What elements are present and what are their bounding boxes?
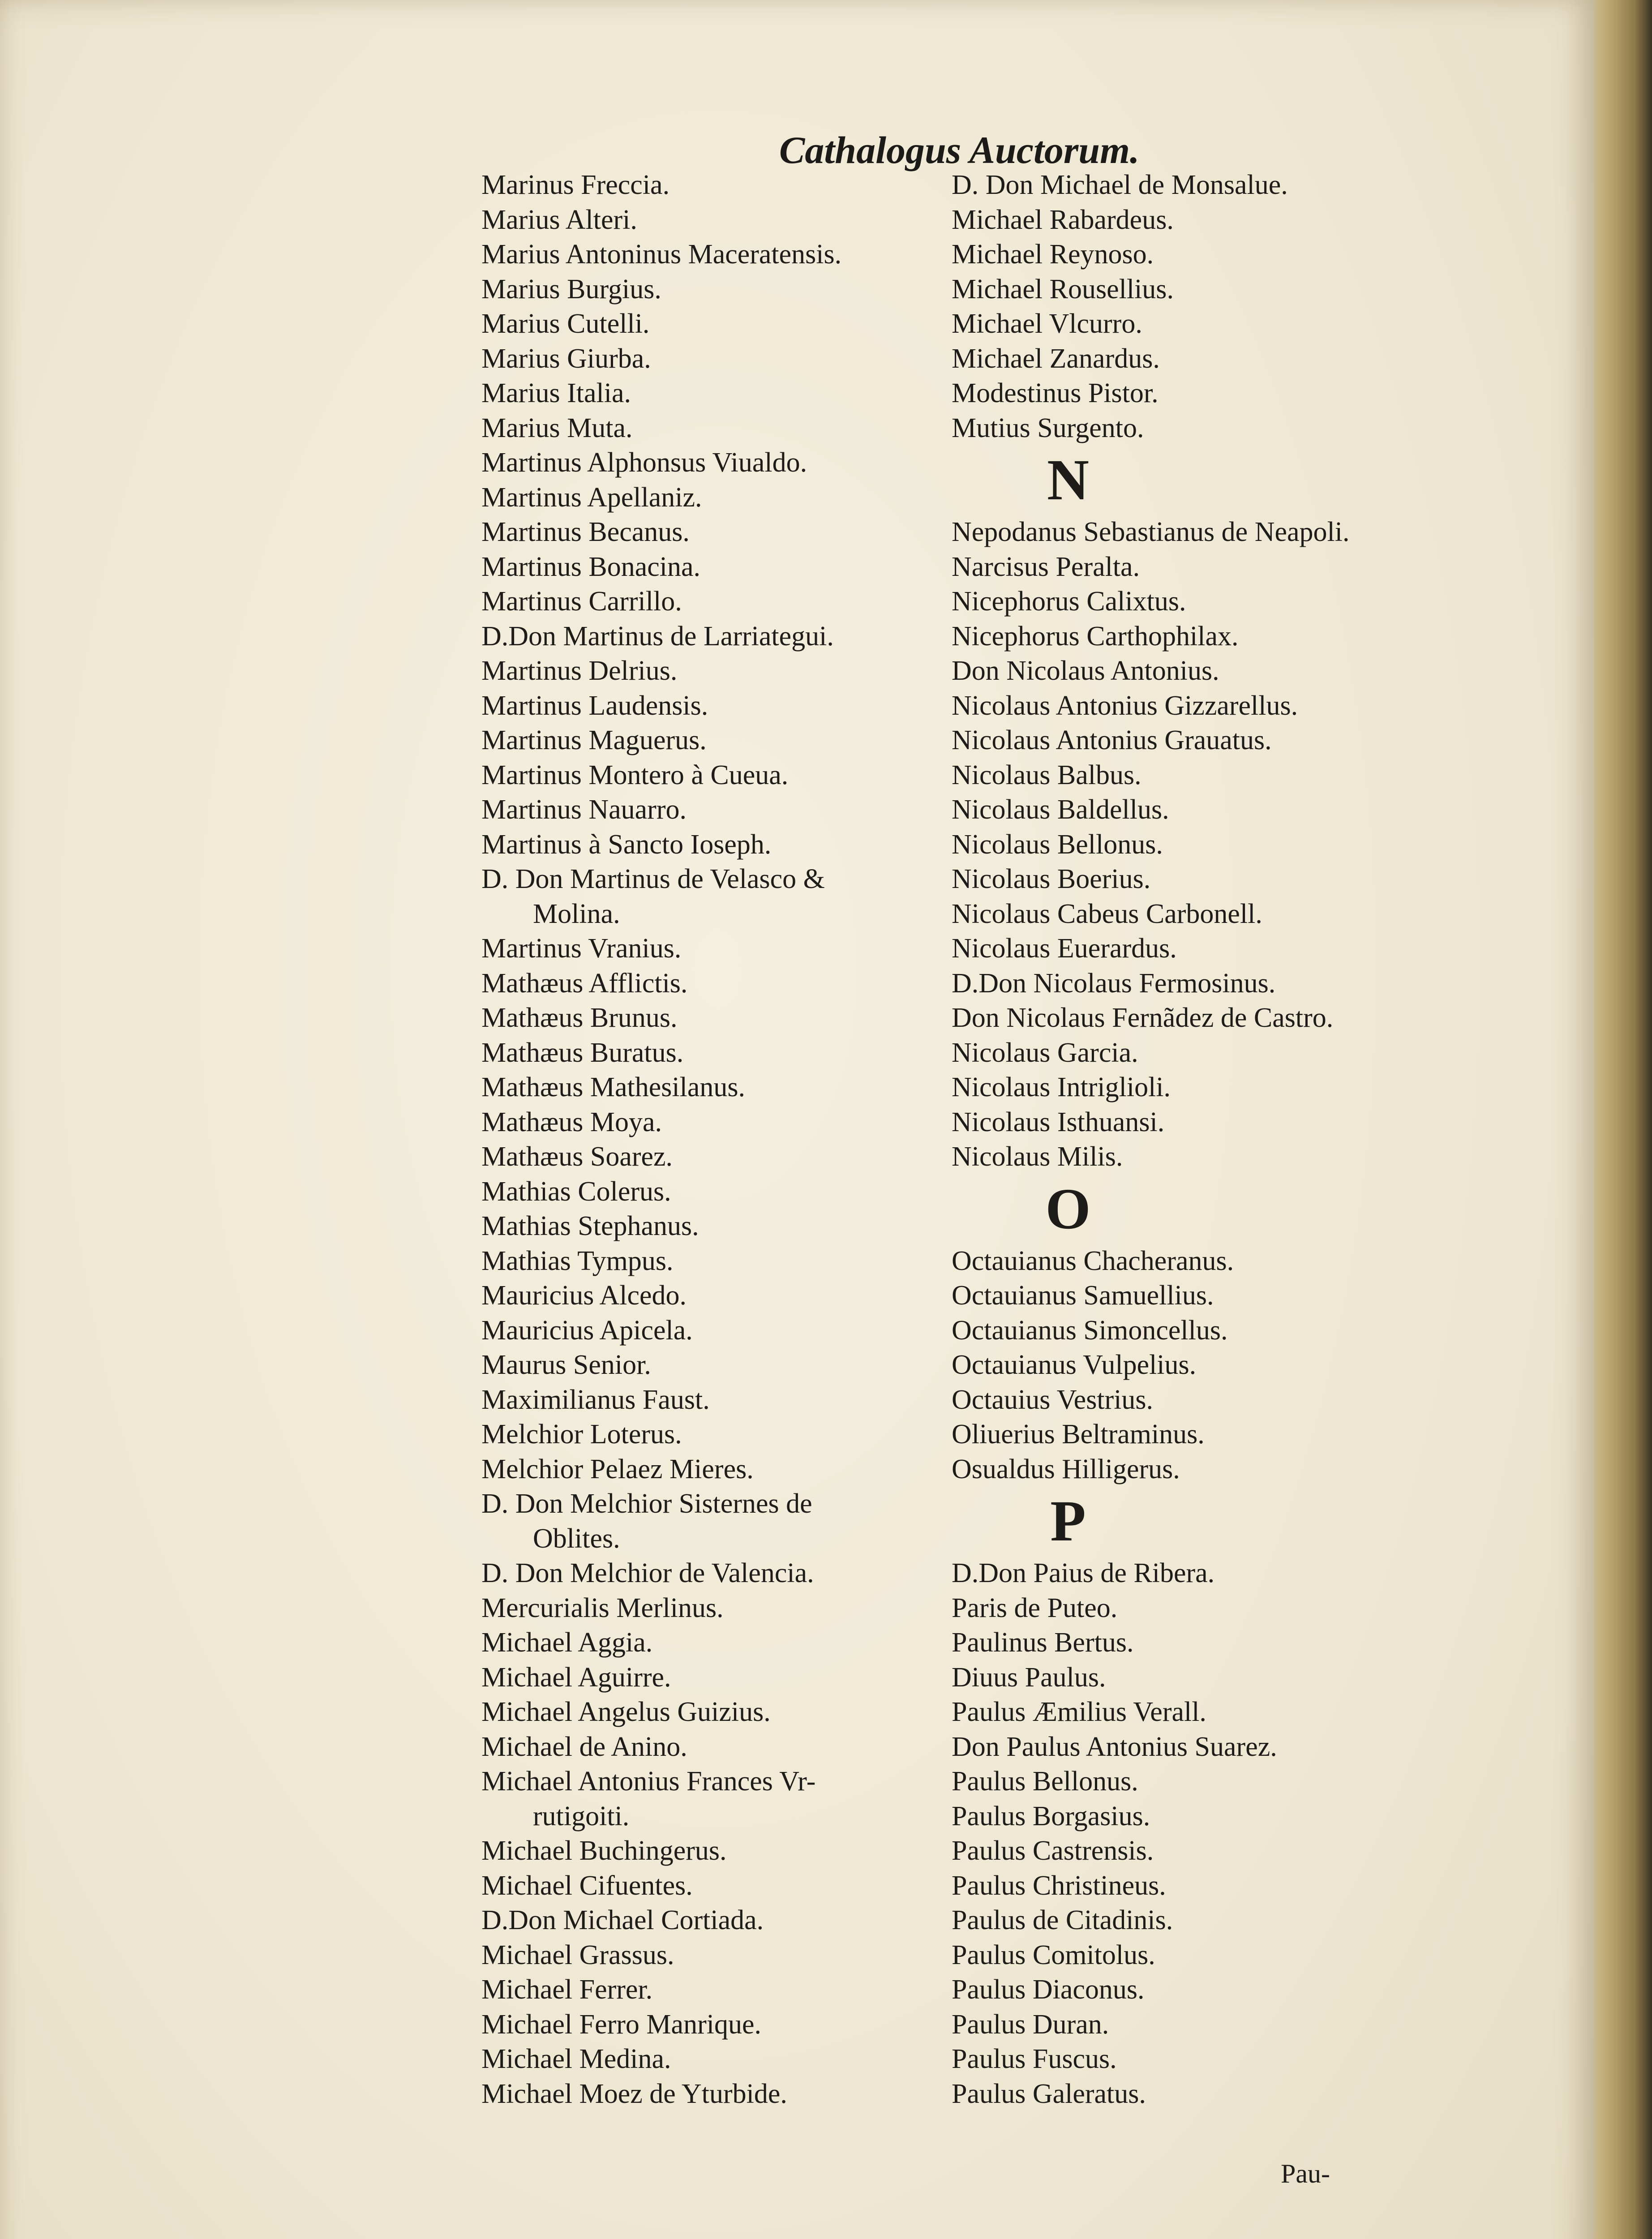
author-entry: Mercurialis Merlinus. — [481, 1592, 724, 1623]
author-entry: Nicephorus Carthophilax. — [952, 621, 1239, 652]
author-entry: Nicolaus Bellonus. — [952, 829, 1163, 860]
author-entry: Octauius Vestrius. — [952, 1384, 1154, 1415]
author-entry: Mauricius Apicela. — [481, 1315, 693, 1346]
author-entry: Maurus Senior. — [481, 1350, 651, 1380]
author-entry: Mathias Colerus. — [481, 1176, 671, 1207]
author-entry: Paulus Diaconus. — [952, 1974, 1145, 2005]
author-entry: Marius Muta. — [481, 412, 633, 443]
author-entry: Michael Angelus Guizius. — [481, 1697, 771, 1727]
author-entry: Octauianus Chacheranus. — [952, 1245, 1234, 1276]
author-entry: Michael Rousellius. — [952, 274, 1174, 305]
author-entry: Paulus de Citadinis. — [952, 1905, 1173, 1935]
author-entry: Nepodanus Sebastianus de Neapoli. — [952, 517, 1350, 547]
author-entry: Mathæus Brunus. — [481, 1003, 678, 1033]
author-entry: Nicolaus Euerardus. — [952, 933, 1177, 964]
author-entry: Martinus Apellaniz. — [481, 482, 702, 513]
author-entry: Paulus Duran. — [952, 2009, 1109, 2040]
author-entry: Michael Buchingerus. — [481, 1836, 727, 1866]
author-entry: Michael Aggia. — [481, 1627, 653, 1658]
author-entry: Martinus Laudensis. — [481, 690, 708, 721]
author-entry: Octauianus Simoncellus. — [952, 1315, 1228, 1346]
author-entry: Paulus Castrensis. — [952, 1836, 1154, 1866]
author-entry: Michael Grassus. — [481, 1939, 674, 1970]
author-entry: Mathias Tympus. — [481, 1245, 674, 1276]
author-entry: Mutius Surgento. — [952, 412, 1144, 443]
author-entry: Marius Giurba. — [481, 343, 651, 374]
author-entry: Paulus Æmilius Verall. — [952, 1697, 1206, 1727]
author-entry: Michael Reynoso. — [952, 239, 1154, 270]
author-entry: Don Nicolaus Antonius. — [952, 656, 1219, 686]
author-entry: Martinus Becanus. — [481, 517, 690, 547]
section-letter-o: O — [1045, 1176, 1091, 1241]
author-entry: Narcisus Peralta. — [952, 551, 1140, 582]
author-entry: Mathæus Mathesilanus. — [481, 1072, 745, 1102]
author-entry: Oblites. — [533, 1523, 620, 1554]
author-entry: Michael Zanardus. — [952, 343, 1160, 374]
author-entry: Martinus Bonacina. — [481, 551, 701, 582]
author-entry: Michael Ferrer. — [481, 1974, 653, 2005]
author-entry: Michael Rabardeus. — [952, 204, 1174, 235]
author-entry: D. Don Melchior de Valencia. — [481, 1558, 814, 1588]
author-entry: Don Nicolaus Fernãdez de Castro. — [952, 1003, 1334, 1033]
author-entry: D.Don Paius de Ribera. — [952, 1558, 1215, 1588]
author-entry: Michael Moez de Yturbide. — [481, 2078, 787, 2109]
author-entry: D. Don Martinus de Velasco & — [481, 864, 825, 894]
author-entry: Octauianus Samuellius. — [952, 1280, 1214, 1311]
author-entry: Nicolaus Antonius Gizzarellus. — [952, 690, 1298, 721]
author-entry: D.Don Nicolaus Fermosinus. — [952, 968, 1276, 999]
author-entry: Martinus Maguerus. — [481, 725, 707, 755]
author-entry: rutigoiti. — [533, 1801, 630, 1832]
author-entry: Nicolaus Isthuansi. — [952, 1107, 1165, 1137]
running-head: Cathalogus Auctorum. — [779, 129, 1140, 172]
author-entry: Don Paulus Antonius Suarez. — [952, 1731, 1277, 1762]
author-entry: Nicolaus Boerius. — [952, 864, 1151, 894]
author-entry: Mathæus Afflictis. — [481, 968, 688, 999]
author-entry: Octauianus Vulpelius. — [952, 1350, 1197, 1380]
author-entry: Paulinus Bertus. — [952, 1627, 1134, 1658]
author-entry: Martinus Carrillo. — [481, 586, 682, 617]
entries-p — [952, 1556, 1399, 2111]
entries-n — [952, 515, 1399, 1175]
author-entry: Martinus Vranius. — [481, 933, 682, 964]
section-letter-p: P — [1050, 1489, 1086, 1553]
author-entry: Marius Cutelli. — [481, 309, 650, 339]
author-entry: Martinus Delrius. — [481, 656, 678, 686]
author-entry: Mathæus Soarez. — [481, 1141, 673, 1172]
author-entry: D.Don Martinus de Larriategui. — [481, 621, 834, 652]
author-entry: Mathias Stephanus. — [481, 1211, 699, 1241]
author-entry: Osualdus Hilligerus. — [952, 1454, 1180, 1484]
author-entry: Melchior Loterus. — [481, 1419, 682, 1450]
author-entry: Mauricius Alcedo. — [481, 1280, 687, 1311]
author-entry: Nicolaus Balbus. — [952, 759, 1141, 790]
author-entry: Nicolaus Intriglioli. — [952, 1072, 1171, 1102]
author-entry: Paulus Bellonus. — [952, 1766, 1138, 1797]
author-entry: Marius Burgius. — [481, 274, 661, 305]
left-column — [481, 168, 911, 2111]
author-entry: Modestinus Pistor. — [952, 378, 1159, 408]
author-entry: Michael Medina. — [481, 2044, 671, 2074]
author-entry: Nicephorus Calixtus. — [952, 586, 1186, 617]
author-entry: Paulus Christineus. — [952, 1870, 1166, 1901]
author-entry: D.Don Michael Cortiada. — [481, 1905, 764, 1935]
author-entry: Martinus Nauarro. — [481, 794, 687, 825]
author-entry: Oliuerius Beltraminus. — [952, 1419, 1205, 1450]
author-entry: Michael Cifuentes. — [481, 1870, 693, 1901]
catchword: Pau- — [1281, 2159, 1330, 2188]
author-entry: Paris de Puteo. — [952, 1592, 1118, 1623]
author-entry: Michael Aguirre. — [481, 1662, 671, 1693]
author-entry: Nicolaus Antonius Grauatus. — [952, 725, 1272, 755]
author-entry: Martinus Alphonsus Viualdo. — [481, 447, 807, 478]
author-entry: Michael Ferro Manrique. — [481, 2009, 761, 2040]
author-entry: Paulus Comitolus. — [952, 1939, 1155, 1970]
author-entry: D. Don Melchior Sisternes de — [481, 1488, 812, 1519]
book-page-edge — [1594, 0, 1652, 2239]
author-entry: Martinus à Sancto Ioseph. — [481, 829, 772, 860]
author-entry: Mathæus Buratus. — [481, 1037, 684, 1068]
author-entry: Paulus Fuscus. — [952, 2044, 1117, 2074]
author-entry: Michael Antonius Frances Vr- — [481, 1766, 816, 1797]
author-entry: Marius Alteri. — [481, 204, 637, 235]
author-entry: Michael Vlcurro. — [952, 309, 1142, 339]
author-entry: Diuus Paulus. — [952, 1662, 1106, 1693]
author-entry: Nicolaus Milis. — [952, 1141, 1123, 1172]
author-entry: Melchior Pelaez Mieres. — [481, 1454, 754, 1484]
author-entry: Martinus Montero à Cueua. — [481, 759, 789, 790]
author-entry: Maximilianus Faust. — [481, 1384, 710, 1415]
author-entry: Paulus Galeratus. — [952, 2078, 1146, 2109]
author-entry: Molina. — [533, 898, 620, 929]
author-entry: Mathæus Moya. — [481, 1107, 662, 1137]
author-entry: Nicolaus Cabeus Carbonell. — [952, 898, 1262, 929]
author-entry: Marius Antoninus Maceratensis. — [481, 239, 842, 270]
author-entry: D. Don Michael de Monsalue. — [952, 170, 1288, 200]
author-entry: Nicolaus Garcia. — [952, 1037, 1138, 1068]
section-letter-n: N — [1047, 448, 1089, 512]
author-entry: Nicolaus Baldellus. — [952, 794, 1169, 825]
author-entry: Michael de Anino. — [481, 1731, 687, 1762]
entries-o — [952, 1244, 1399, 1487]
author-entry: Marius Italia. — [481, 378, 631, 408]
right-column — [952, 168, 1399, 2111]
author-entry: Paulus Borgasius. — [952, 1801, 1150, 1832]
entries-m — [952, 168, 1399, 446]
author-entry: Marinus Freccia. — [481, 170, 670, 200]
